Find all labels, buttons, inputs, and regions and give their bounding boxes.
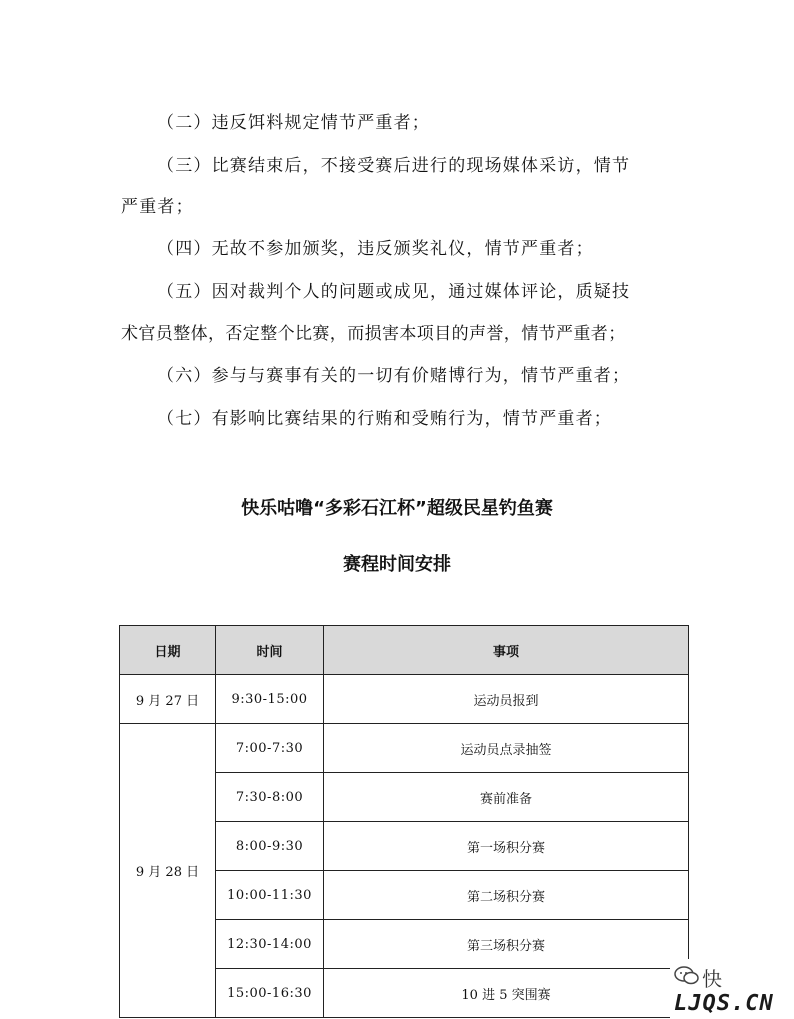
paragraph-3-cont: 严重者； (121, 197, 194, 217)
table-header-row (120, 626, 689, 675)
paragraph-3: （三）比赛结束后，不接受赛后进行的现场媒体采访，情节 (157, 156, 631, 176)
date-cell: 9 月 27 日 (120, 675, 216, 724)
header-time: 时间 (216, 626, 324, 675)
schedule-subtitle: 赛程时间安排 (343, 554, 451, 575)
header-item: 事项 (324, 626, 689, 675)
time-cell: 15:00-16:30 (216, 969, 324, 1018)
watermark (670, 959, 794, 1019)
paragraph-4: （四）无故不参加颁奖，违反颁奖礼仪，情节严重者； (157, 239, 594, 259)
wechat-icon (674, 965, 700, 991)
time-cell: 9:30-15:00 (216, 675, 324, 724)
time-cell: 8:00-9:30 (216, 822, 324, 871)
paragraph-7: （七）有影响比赛结果的行贿和受贿行为，情节严重者； (157, 409, 612, 429)
paragraph-6: （六）参与与赛事有关的一切有价赌博行为，情节严重者； (157, 366, 631, 386)
item-cell: 赛前准备 (324, 773, 689, 822)
item-cell: 运动员报到 (324, 675, 689, 724)
time-cell: 12:30-14:00 (216, 920, 324, 969)
item-cell: 第二场积分赛 (324, 871, 689, 920)
paragraph-5-cont: 术官员整体，否定整个比赛，而损害本项目的声誉，情节严重者； (121, 324, 626, 344)
time-cell: 10:00-11:30 (216, 871, 324, 920)
date-cell: 9 月 28 日 (120, 724, 216, 1018)
paragraph-2: （二）违反饵料规定情节严重者； (157, 113, 430, 133)
table-row (120, 724, 689, 773)
item-cell: 第三场积分赛 (324, 920, 689, 969)
item-cell: 10 进 5 突围赛 (324, 969, 689, 1018)
time-cell: 7:30-8:00 (216, 773, 324, 822)
header-date: 日期 (120, 626, 216, 675)
item-cell: 运动员点录抽签 (324, 724, 689, 773)
watermark-logo: LJQS.CN (674, 991, 774, 1016)
watermark-text: 快 (702, 967, 722, 991)
time-cell: 7:00-7:30 (216, 724, 324, 773)
paragraph-5: （五）因对裁判个人的问题或成见，通过媒体评论，质疑技 (157, 282, 631, 302)
table-row (120, 675, 689, 724)
schedule-table (119, 625, 689, 1018)
item-cell: 第一场积分赛 (324, 822, 689, 871)
event-title: 快乐咕噜“多彩石江杯”超级民星钓鱼赛 (241, 498, 553, 519)
